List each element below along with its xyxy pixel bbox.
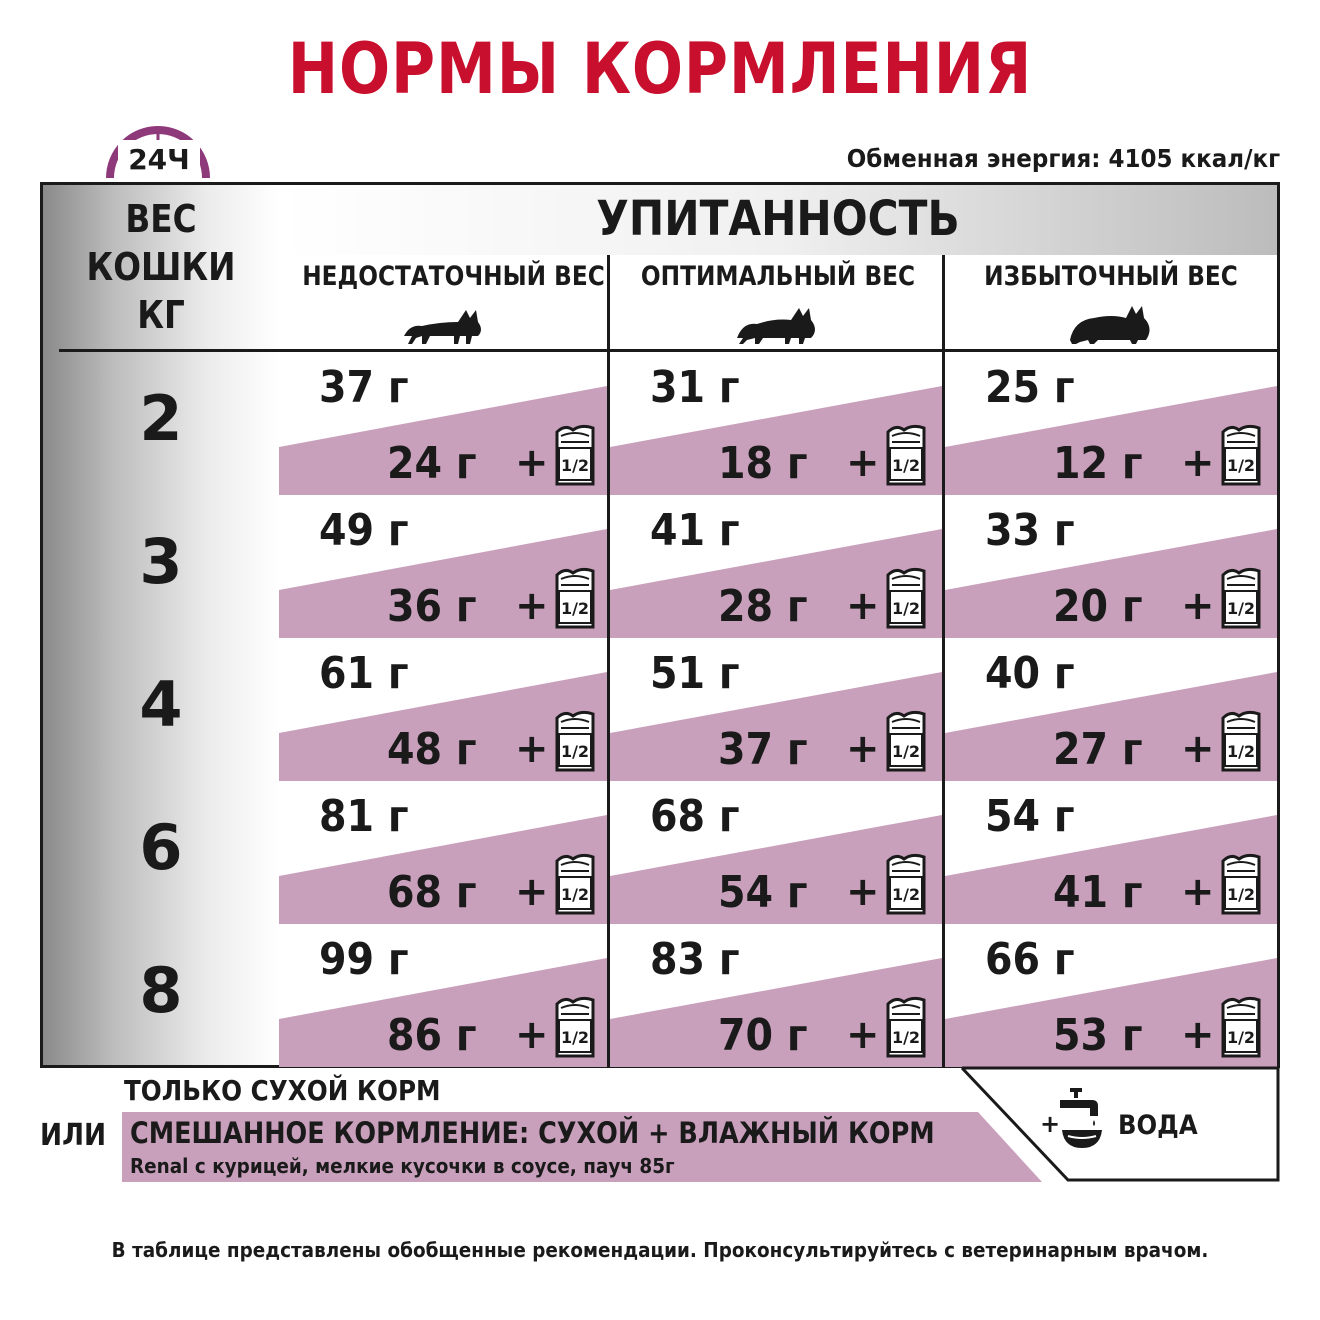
row-weight: 8 bbox=[139, 954, 183, 1027]
pouch-label: 1/2 bbox=[560, 456, 590, 475]
feeding-table bbox=[40, 182, 1280, 1068]
mixed-amount: 86 г bbox=[387, 1010, 477, 1061]
feeding-cell bbox=[610, 352, 942, 495]
dry-amount: 68 г bbox=[650, 791, 740, 842]
weight-header-line: ВЕС bbox=[125, 197, 197, 241]
plus-sign: + bbox=[515, 726, 549, 772]
plus-sign: + bbox=[1181, 869, 1215, 915]
pouch-label: 1/2 bbox=[1226, 599, 1256, 618]
mixed-amount: 53 г bbox=[1053, 1010, 1143, 1061]
pouch-icon bbox=[553, 422, 597, 488]
clock-label: 24Ч bbox=[118, 140, 200, 180]
plus-sign: + bbox=[846, 726, 880, 772]
cat-fat-icon bbox=[1066, 296, 1156, 346]
pouch-icon bbox=[884, 565, 928, 631]
cat-normal-icon bbox=[733, 296, 823, 346]
pouch-icon bbox=[553, 565, 597, 631]
pouch-icon bbox=[1219, 994, 1263, 1060]
pouch-label: 1/2 bbox=[560, 599, 590, 618]
pouch-icon bbox=[1219, 708, 1263, 774]
dry-amount: 61 г bbox=[319, 648, 409, 699]
dry-amount: 33 г bbox=[985, 505, 1075, 556]
mixed-amount: 70 г bbox=[718, 1010, 808, 1061]
dry-amount: 31 г bbox=[650, 362, 740, 413]
legend-mixed-product: Renal с курицей, мелкие кусочки в соусе, пауч 85г bbox=[130, 1154, 675, 1178]
plus-sign: + bbox=[515, 1012, 549, 1058]
pouch-icon bbox=[553, 851, 597, 917]
dry-amount: 40 г bbox=[985, 648, 1075, 699]
pouch-label: 1/2 bbox=[891, 742, 921, 761]
pouch-icon bbox=[1219, 422, 1263, 488]
feeding-cell bbox=[945, 638, 1277, 781]
dry-amount: 37 г bbox=[319, 362, 409, 413]
row-weight: 2 bbox=[139, 382, 183, 455]
weight-header-line: КОШКИ bbox=[86, 245, 236, 289]
mixed-amount: 41 г bbox=[1053, 867, 1143, 918]
legend-or: ИЛИ bbox=[40, 1118, 107, 1153]
mixed-amount: 20 г bbox=[1053, 581, 1143, 632]
condition-header: УПИТАННОСТЬ bbox=[596, 191, 960, 247]
energy-value: Обменная энергия: 4105 ккал/кг bbox=[846, 144, 1280, 173]
mixed-amount: 68 г bbox=[387, 867, 477, 918]
pouch-label: 1/2 bbox=[891, 1028, 921, 1047]
mixed-amount: 37 г bbox=[718, 724, 808, 775]
mixed-amount: 12 г bbox=[1053, 438, 1143, 489]
mixed-amount: 18 г bbox=[718, 438, 808, 489]
mixed-amount: 54 г bbox=[718, 867, 808, 918]
plus-sign: + bbox=[515, 583, 549, 629]
cat-thin-icon bbox=[400, 296, 490, 346]
dry-amount: 99 г bbox=[319, 934, 409, 985]
pouch-label: 1/2 bbox=[560, 885, 590, 904]
dry-amount: 41 г bbox=[650, 505, 740, 556]
feeding-cell bbox=[945, 781, 1277, 924]
pouch-label: 1/2 bbox=[891, 599, 921, 618]
water-plus: + bbox=[1040, 1110, 1061, 1138]
plus-sign: + bbox=[846, 583, 880, 629]
plus-sign: + bbox=[846, 869, 880, 915]
mixed-amount: 27 г bbox=[1053, 724, 1143, 775]
feeding-cell bbox=[945, 352, 1277, 495]
column-header-label: ОПТИМАЛЬНЫЙ ВЕС bbox=[640, 261, 916, 292]
column-header-optimal bbox=[612, 255, 944, 349]
dry-amount: 25 г bbox=[985, 362, 1075, 413]
plus-sign: + bbox=[846, 440, 880, 486]
plus-sign: + bbox=[1181, 440, 1215, 486]
dry-amount: 54 г bbox=[985, 791, 1075, 842]
legend-mixed: СМЕШАННОЕ КОРМЛЕНИЕ: СУХОЙ + ВЛАЖНЫЙ КОРМ bbox=[130, 1116, 935, 1150]
plus-sign: + bbox=[1181, 726, 1215, 772]
feeding-cell bbox=[945, 924, 1277, 1067]
mixed-amount: 48 г bbox=[387, 724, 477, 775]
pouch-icon bbox=[1219, 851, 1263, 917]
pouch-label: 1/2 bbox=[891, 456, 921, 475]
pouch-icon bbox=[884, 708, 928, 774]
weight-header-line: КГ bbox=[137, 293, 185, 337]
mixed-amount: 36 г bbox=[387, 581, 477, 632]
dry-amount: 49 г bbox=[319, 505, 409, 556]
pouch-icon bbox=[884, 851, 928, 917]
feeding-cell bbox=[945, 495, 1277, 638]
pouch-label: 1/2 bbox=[560, 1028, 590, 1047]
dry-amount: 51 г bbox=[650, 648, 740, 699]
mixed-amount: 24 г bbox=[387, 438, 477, 489]
dry-amount: 66 г bbox=[985, 934, 1075, 985]
plus-sign: + bbox=[846, 1012, 880, 1058]
feeding-cell bbox=[610, 781, 942, 924]
row-weight: 6 bbox=[139, 811, 183, 884]
weight-header bbox=[60, 195, 263, 339]
feeding-cell bbox=[610, 495, 942, 638]
column-header-underweight bbox=[279, 255, 611, 349]
pouch-icon bbox=[553, 994, 597, 1060]
water-tap-icon bbox=[1056, 1086, 1106, 1152]
pouch-label: 1/2 bbox=[891, 885, 921, 904]
pouch-icon bbox=[1219, 565, 1263, 631]
pouch-label: 1/2 bbox=[1226, 742, 1256, 761]
feeding-cell bbox=[610, 638, 942, 781]
mixed-amount: 28 г bbox=[718, 581, 808, 632]
pouch-label: 1/2 bbox=[1226, 1028, 1256, 1047]
dry-amount: 81 г bbox=[319, 791, 409, 842]
column-header-label: ИЗБЫТОЧНЫЙ ВЕС bbox=[984, 261, 1238, 292]
plus-sign: + bbox=[515, 869, 549, 915]
feeding-cell bbox=[279, 924, 607, 1067]
page-title: НОРМЫ КОРМЛЕНИЯ bbox=[287, 28, 1033, 110]
feeding-cell bbox=[279, 638, 607, 781]
plus-sign: + bbox=[1181, 1012, 1215, 1058]
plus-sign: + bbox=[1181, 583, 1215, 629]
row-weight: 4 bbox=[139, 668, 183, 741]
pouch-label: 1/2 bbox=[1226, 456, 1256, 475]
dry-amount: 83 г bbox=[650, 934, 740, 985]
column-header-overweight bbox=[945, 255, 1277, 349]
footnote: В таблице представлены обобщенные рекомендации. Проконсультируйтесь с ветеринарным врачом. bbox=[111, 1238, 1209, 1262]
pouch-label: 1/2 bbox=[1226, 885, 1256, 904]
feeding-cell bbox=[279, 352, 607, 495]
legend-dry-only: ТОЛЬКО СУХОЙ КОРМ bbox=[124, 1074, 441, 1107]
water-label: ВОДА bbox=[1118, 1110, 1198, 1141]
feeding-cell bbox=[279, 495, 607, 638]
pouch-icon bbox=[553, 708, 597, 774]
feeding-cell bbox=[279, 781, 607, 924]
plus-sign: + bbox=[515, 440, 549, 486]
feeding-cell bbox=[610, 924, 942, 1067]
pouch-icon bbox=[884, 994, 928, 1060]
pouch-icon bbox=[884, 422, 928, 488]
pouch-label: 1/2 bbox=[560, 742, 590, 761]
column-header-label: НЕДОСТАТОЧНЫЙ ВЕС bbox=[302, 261, 605, 292]
row-weight: 3 bbox=[139, 525, 183, 598]
